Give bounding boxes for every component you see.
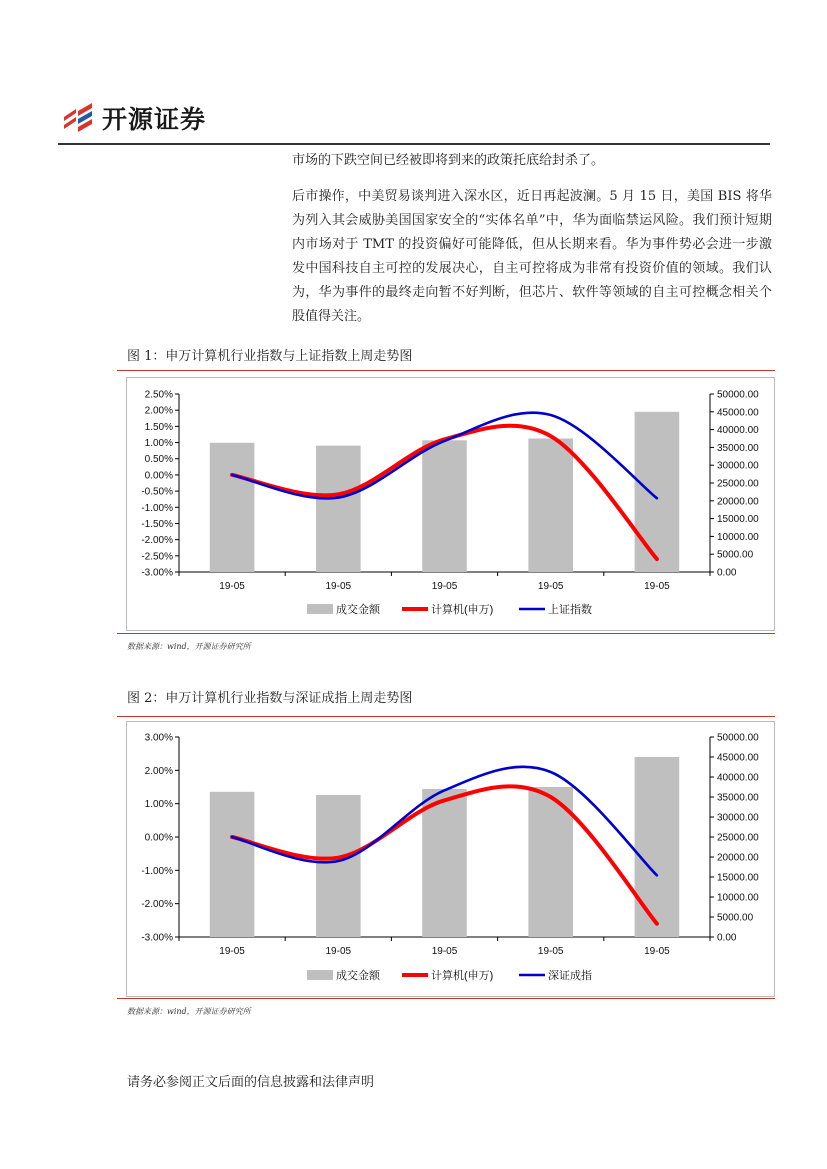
volume-bar	[422, 440, 467, 572]
legend-label: 成交金额	[336, 604, 380, 616]
right-tick-label: 35000.00	[717, 442, 759, 454]
left-tick-label: 0.50%	[144, 454, 173, 466]
right-tick-label: 20000.00	[717, 496, 759, 508]
right-tick-label: 45000.00	[717, 752, 759, 764]
x-tick-label: 19-05	[431, 581, 458, 592]
figure-2-chart	[126, 721, 775, 997]
x-tick-label: 19-05	[325, 946, 352, 957]
right-tick-label: 50000.00	[717, 389, 759, 401]
volume-bar	[528, 439, 573, 573]
right-tick-label: 30000.00	[717, 460, 759, 472]
right-tick-label: 25000.00	[717, 478, 759, 490]
figure-1-top-rule	[117, 370, 775, 371]
volume-bar	[210, 443, 255, 572]
left-tick-label: -0.50%	[141, 486, 173, 498]
volume-bar	[635, 757, 680, 937]
right-tick-label: 45000.00	[717, 407, 759, 419]
left-tick-label: -3.00%	[141, 567, 173, 579]
x-tick-label: 19-05	[431, 946, 458, 957]
legend-label: 深证成指	[548, 970, 592, 982]
left-tick-label: 1.00%	[144, 438, 173, 450]
header-divider	[58, 143, 770, 145]
right-tick-label: 10000.00	[717, 892, 759, 904]
left-tick-label: -2.00%	[141, 899, 173, 911]
legend-swatch-bar	[307, 970, 333, 980]
figure-1-source: 数据来源：wind，开源证券研究所	[127, 642, 251, 651]
left-tick-label: -1.00%	[141, 502, 173, 514]
figure-2-title: 图 2：申万计算机行业指数与深证成指上周走势图	[127, 691, 413, 706]
legend-label: 计算机(申万)	[431, 970, 494, 982]
figure-2-bottom-rule	[117, 998, 775, 999]
right-tick-label: 25000.00	[717, 832, 759, 844]
x-tick-label: 19-05	[325, 581, 352, 592]
right-tick-label: 50000.00	[717, 732, 759, 744]
footer-disclaimer: 请务必参阅正文后面的信息披露和法律声明	[127, 1075, 375, 1090]
right-tick-label: 5000.00	[717, 549, 754, 561]
x-tick-label: 19-05	[537, 581, 564, 592]
left-tick-label: 2.00%	[144, 765, 173, 777]
left-tick-label: 2.50%	[144, 389, 173, 401]
left-tick-label: 3.00%	[144, 732, 173, 744]
right-tick-label: 0.00	[717, 567, 737, 579]
logo-mark-icon	[62, 101, 96, 135]
figure-2-svg	[127, 722, 774, 996]
figure-1-svg	[127, 378, 774, 630]
figure-1-title: 图 1：申万计算机行业指数与上证指数上周走势图	[127, 349, 413, 364]
left-tick-label: -3.00%	[141, 932, 173, 944]
right-tick-label: 0.00	[717, 932, 737, 944]
paragraph-1: 市场的下跌空间已经被即将到来的政策托底给封杀了。	[292, 153, 605, 168]
right-tick-label: 40000.00	[717, 425, 759, 437]
left-tick-label: 0.00%	[144, 470, 173, 482]
figure-1-bottom-rule	[117, 633, 775, 634]
right-tick-label: 40000.00	[717, 772, 759, 784]
legend-label: 计算机(申万)	[431, 604, 494, 616]
volume-bar	[422, 789, 467, 937]
right-tick-label: 15000.00	[717, 514, 759, 526]
figure-1-chart	[126, 377, 775, 631]
x-tick-label: 19-05	[644, 581, 670, 592]
brand-logo	[62, 100, 206, 136]
left-tick-label: -1.50%	[141, 518, 173, 530]
volume-bar	[316, 795, 361, 937]
left-tick-label: 0.00%	[144, 832, 173, 844]
legend-swatch-bar	[307, 604, 333, 614]
left-tick-label: -2.50%	[141, 551, 173, 563]
right-tick-label: 5000.00	[717, 912, 754, 924]
x-tick-label: 19-05	[644, 946, 670, 957]
right-tick-label: 10000.00	[717, 531, 759, 543]
volume-bar	[316, 446, 361, 572]
left-tick-label: -1.00%	[141, 865, 173, 877]
left-tick-label: 1.00%	[144, 799, 173, 811]
right-tick-label: 30000.00	[717, 812, 759, 824]
x-tick-label: 19-05	[219, 581, 245, 592]
legend-label: 上证指数	[548, 604, 592, 616]
figure-2-top-rule	[117, 716, 775, 717]
x-tick-label: 19-05	[219, 946, 245, 957]
volume-bar	[210, 792, 255, 937]
legend-label: 成交金额	[336, 970, 380, 982]
right-tick-label: 15000.00	[717, 872, 759, 884]
left-tick-label: -2.00%	[141, 535, 173, 547]
paragraph-2: 后市操作，中美贸易谈判进入深水区，近日再起波澜。5 月 15 日，美国 BIS 将华为列入其会威胁美国国家安全的“实体名单”中，华为面临禁运风险。我们预计短期内市场对于 TMT 的投资偏好可能降低，但从长期来看。华为事件势必会进一步激发中国科技自主可控的发展决心，自主可控将成为非常有投资价值的领域。我们认为，华为事件的最终走向暂不好判断，但芯片、软件等领域的自主可控概念相关个股值得关注。	[292, 189, 772, 324]
right-tick-label: 35000.00	[717, 792, 759, 804]
figure-2-source: 数据来源：wind，开源证券研究所	[127, 1007, 251, 1016]
x-tick-label: 19-05	[537, 946, 564, 957]
left-tick-label: 1.50%	[144, 421, 173, 433]
left-tick-label: 2.00%	[144, 405, 173, 417]
logo-text: 开源证券	[102, 105, 207, 134]
volume-bar	[635, 412, 680, 572]
right-tick-label: 20000.00	[717, 852, 759, 864]
